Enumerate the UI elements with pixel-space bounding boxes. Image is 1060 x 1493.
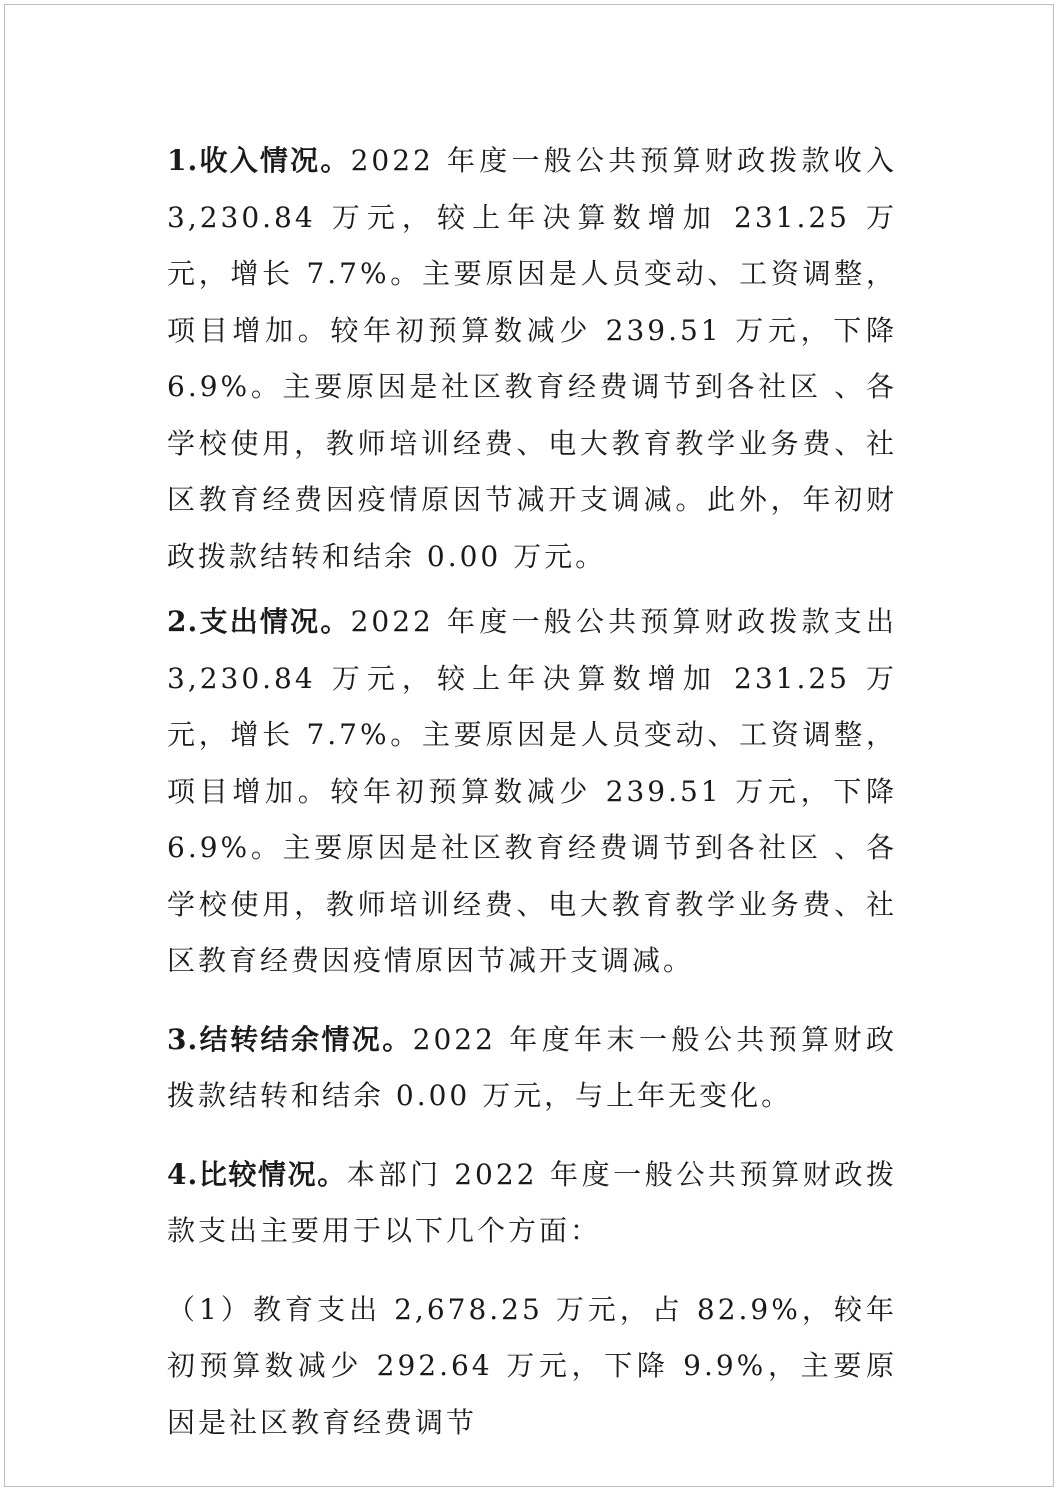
document-body [167,133,897,1451]
paragraph-text: 本部门 2022 年度一般公共预算财政拨款支出主要用于以下几个方面： [167,1157,898,1247]
paragraph-text: 2022 年度一般公共预算财政拨款收入 3,230.84 万元，较上年决算数增加 231.25 万元，增长 7.7%。主要原因是人员变动、工资调整，项目增加。较年初预算数减少 239.51 万元，下降 6.9%。主要原因是社区教育经费调节到各社区 、各学校使用，教师培训经费、电大教育教学业务费、社区教育经费因疫情原因节减开支调减。此外，年初财政拨款结转和结余 0.00 万元。 [167,144,897,573]
paragraph-heading: 3.结转结余情况。 [167,1022,413,1056]
document-page [4,4,1054,1487]
paragraph-heading: 2.支出情况。 [167,605,351,638]
paragraph-heading: 4.比较情况。 [167,1157,347,1191]
paragraph-text: 2022 年度一般公共预算财政拨款支出 3,230.84 万元，较上年决算数增加 231.25 万元，增长 7.7%。主要原因是人员变动、工资调整，项目增加。较年初预算数减少 239.51 万元，下降 6.9%。主要原因是社区教育经费调节到各社区 、各学校使用，教师培训经费、电大教育教学业务费、社区教育经费因疫情原因节减开支调减。 [167,605,897,977]
paragraph-heading: 1.收入情况。 [167,144,351,177]
paragraph-carryover [167,1012,897,1125]
paragraph-expenditure [167,594,897,990]
paragraph-text: 2022 年度年末一般公共预算财政拨款结转和结余 0.00 万元，与上年无变化。 [167,1022,897,1112]
paragraph-education-expenditure [167,1282,897,1452]
paragraph-comparison [167,1147,897,1260]
paragraph-income [167,133,897,585]
paragraph-text: （1）教育支出 2,678.25 万元，占 82.9%，较年初预算数减少 292.64 万元，下降 9.9%，主要原因是社区教育经费调节 [167,1292,897,1439]
